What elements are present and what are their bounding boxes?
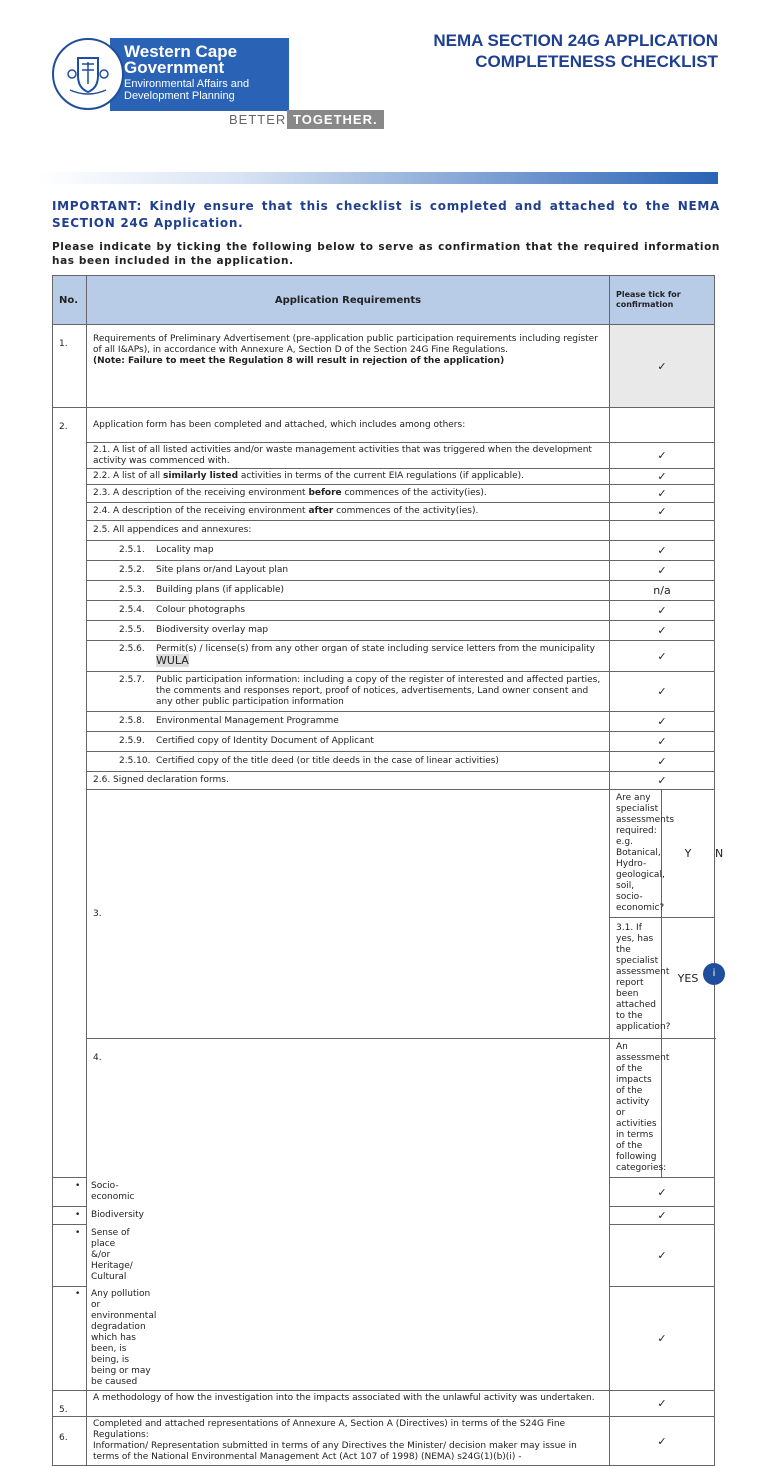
row-requirement: Application form has been completed and attached, which includes among others:	[87, 408, 610, 443]
sub-requirement: 2.5. All appendices and annexures:	[87, 521, 610, 541]
sub-text: commences of the activity(ies).	[341, 488, 487, 498]
table-row	[53, 469, 715, 485]
checkbox-tick[interactable]: ✓	[610, 541, 715, 561]
sub-text: Biodiversity overlay map	[156, 625, 269, 635]
sub-requirement	[87, 503, 610, 521]
slogan-together: TOGETHER.	[287, 110, 384, 129]
checkbox-tick[interactable]: ✓	[610, 712, 715, 732]
sub-text: Locality map	[156, 545, 214, 555]
checkbox-empty[interactable]	[610, 521, 715, 541]
table-header-row	[53, 276, 715, 325]
bullet-icon: •	[75, 1181, 81, 1191]
table-row	[53, 712, 715, 732]
sub-text: Colour photographs	[156, 605, 246, 615]
table-row	[53, 443, 715, 469]
checkbox-tick[interactable]: ✓	[610, 1417, 715, 1466]
row-requirement: Are any specialist assessments required: e.g. Botanical, Hydro-geological, soil, socio-economic?	[610, 790, 662, 918]
sub-text: activities in terms of the current EIA regulations (if applicable).	[238, 471, 524, 481]
sub-text: 2.4. A description of the receiving environment	[93, 506, 309, 516]
table-row	[53, 601, 715, 621]
checkbox-tick[interactable]: ✓	[610, 772, 715, 790]
bullet-text: Sense of place &/or Heritage/ Cultural	[91, 1228, 133, 1282]
col-no-header: No.	[53, 276, 87, 325]
table-row: 3. Are any specialist assessments required: e.g. Botanical, Hydro-geological, soil, socio-economic? Y N	[53, 790, 715, 918]
table-row	[53, 581, 715, 601]
table-row	[53, 503, 715, 521]
coat-of-arms-icon	[52, 38, 124, 110]
sub-requirement	[87, 621, 610, 641]
row-requirement	[87, 1417, 610, 1466]
government-logo	[52, 38, 289, 111]
sub-number: 2.5.2.	[119, 565, 145, 575]
handwritten-wula: WULA	[156, 654, 189, 667]
row-number: 2.	[53, 408, 87, 1178]
row-requirement	[87, 325, 610, 408]
checklist-table	[52, 275, 724, 1466]
table-row	[53, 541, 715, 561]
checkbox-tick[interactable]: ✓	[610, 672, 715, 712]
sub-bold: after	[308, 506, 334, 516]
checkbox-empty[interactable]	[662, 1039, 715, 1178]
sub-requirement: 2.6. Signed declaration forms.	[87, 772, 610, 790]
not-applicable-mark[interactable]: n/a	[610, 581, 715, 601]
table-row	[53, 561, 715, 581]
sub-number: 2.5.8.	[119, 716, 145, 726]
checkbox-tick[interactable]: ✓	[610, 561, 715, 581]
checkbox-tick[interactable]: ✓	[610, 485, 715, 503]
sub-requirement	[87, 712, 610, 732]
row-requirement: 3.1. If yes, has the specialist assessment report been attached to the application?	[610, 918, 662, 1039]
sub-requirement	[87, 732, 610, 752]
logo-line4: Development Planning	[124, 90, 235, 102]
bullet-icon: •	[75, 1228, 81, 1238]
table-row	[53, 621, 715, 641]
bullet-item	[53, 1207, 145, 1225]
important-text: Kindly ensure that this checklist is completed and attached to the NEMA SECTION 24G Application.	[52, 199, 720, 230]
table-row	[53, 772, 715, 790]
req-text: Information/ Representation submitted in terms of any Directives the Minister/ decision maker may issue in terms of the National Environmental Management Act (Act 107 of 1998) (NEMA) s24G(1)(b)(i) -	[93, 1441, 577, 1462]
document-title	[433, 30, 718, 72]
table-row	[53, 408, 715, 443]
sub-number: 2.5.9.	[119, 736, 145, 746]
sub-requirement	[87, 469, 610, 485]
sub-text: Certified copy of the title deed (or title deeds in the case of linear activities)	[156, 756, 499, 766]
yes-answer[interactable]: YES	[662, 918, 715, 1039]
yes-option[interactable]: Y	[662, 790, 715, 918]
sub-text: 2.2. A list of all	[93, 471, 164, 481]
col-tick-header: Please tick for confirmation	[610, 276, 715, 325]
sub-number: 2.5.10.	[119, 756, 151, 766]
sub-requirement	[87, 541, 610, 561]
sub-text: Permit(s) / license(s) from any other organ of state including service letters from the municipality	[156, 644, 595, 654]
checkbox-tick[interactable]: ✓	[610, 641, 715, 672]
sub-requirement	[87, 672, 610, 712]
sub-requirement	[87, 443, 610, 469]
row-number: 5.	[53, 1391, 87, 1417]
instruction-text: Please indicate by ticking the following below to serve as confirmation that the required information has been included in the application.	[52, 241, 720, 267]
sub-number: 2.5.4.	[119, 605, 145, 615]
sub-bold: similarly listed	[163, 471, 239, 481]
sub-number: 2.5.1.	[119, 545, 145, 555]
req-text: Requirements of Preliminary Advertisement (pre-application public participation requirements including register of all I&APs), in accordance with Annexure A, Section D of the Section 24G Fine Regulations.	[93, 334, 598, 355]
checkbox-tick[interactable]: ✓	[610, 1225, 715, 1287]
checkbox-empty[interactable]	[610, 408, 715, 443]
title-line1: NEMA SECTION 24G APPLICATION	[433, 31, 718, 50]
checkbox-tick[interactable]: ✓	[610, 752, 715, 772]
req-text: Completed and attached representations of Annexure A, Section A (Directives) in terms of the S24G Fine Regulations:	[93, 1419, 566, 1440]
table-row	[53, 752, 715, 772]
sub-requirement	[87, 581, 610, 601]
sub-text: 2.3. A description of the receiving environment	[93, 488, 309, 498]
logo-band	[110, 38, 289, 111]
table-row	[53, 732, 715, 752]
sub-text: Building plans (if applicable)	[156, 585, 285, 595]
sub-text: commences of the activity(ies).	[333, 506, 479, 516]
sub-requirement	[87, 561, 610, 581]
checkbox-tick[interactable]: ✓	[610, 1391, 715, 1417]
row-requirement: An assessment of the impacts of the activity or activities in terms of the following categories:	[610, 1039, 662, 1178]
sub-number: 2.5.7.	[119, 675, 145, 685]
sub-requirement	[87, 601, 610, 621]
sub-number: 2.5.3.	[119, 585, 145, 595]
bullet-item	[53, 1287, 157, 1391]
sub-text: Site plans or/and Layout plan	[156, 565, 289, 575]
table-row	[53, 485, 715, 503]
sub-number: 2.5.6.	[119, 644, 145, 654]
table-row	[53, 1391, 715, 1417]
bullet-icon: •	[75, 1210, 81, 1220]
table-row	[53, 1417, 715, 1466]
checkbox-tick[interactable]: ✓	[610, 621, 715, 641]
sub-requirement	[87, 752, 610, 772]
row-number: 6.	[53, 1417, 87, 1466]
req-note: (Note: Failure to meet the Regulation 8 will result in rejection of the application)	[93, 356, 505, 366]
row-number: 3.	[87, 790, 610, 1039]
bullet-text: Biodiversity	[91, 1210, 145, 1220]
bullet-item	[53, 1225, 133, 1287]
logo-line1: Western Cape	[124, 42, 238, 61]
sub-text: Public participation information: including a copy of the register of interested and affected parties, the comments and responses report, proof of notices, advertisements, Land owner consent and any other public participation information	[156, 675, 601, 707]
table-row	[53, 1039, 715, 1178]
page-number-badge: i	[703, 963, 725, 985]
important-label: IMPORTANT:	[52, 199, 143, 213]
checkbox-tick[interactable]: ✓	[610, 601, 715, 621]
logo-line2: Government	[124, 58, 225, 77]
checkbox-tick[interactable]: ✓	[610, 443, 715, 469]
row-requirement: A methodology of how the investigation into the impacts associated with the unlawful activity was undertaken.	[87, 1391, 610, 1417]
table-row	[53, 325, 715, 408]
checkbox-tick[interactable]: ✓	[610, 732, 715, 752]
bullet-text: Socio-economic	[91, 1181, 135, 1202]
sub-text: Certified copy of Identity Document of Applicant	[156, 736, 374, 746]
table-row	[53, 641, 715, 672]
checkbox-tick[interactable]: ✓	[610, 469, 715, 485]
header-divider	[38, 172, 718, 184]
sub-requirement	[87, 485, 610, 503]
checkbox-tick[interactable]: ✓	[610, 325, 715, 408]
sub-text: Environmental Management Programme	[156, 716, 339, 726]
sub-bold: before	[308, 488, 342, 498]
table-row	[53, 521, 715, 541]
col-req-header: Application Requirements	[87, 276, 610, 325]
logo-line3: Environmental Affairs and	[124, 78, 250, 90]
bullet-icon: •	[75, 1289, 81, 1299]
checkbox-tick[interactable]: ✓	[610, 1178, 715, 1207]
checkbox-tick[interactable]: ✓	[610, 1207, 715, 1225]
row-number: 1.	[53, 325, 87, 408]
checkbox-tick[interactable]: ✓	[610, 1287, 715, 1391]
row-number: 4.	[87, 1039, 610, 1391]
sub-requirement	[87, 641, 610, 672]
bullet-text: Any pollution or environmental degradation which has been, is being, is being or may be caused	[91, 1289, 157, 1387]
logo-name	[124, 44, 237, 76]
title-line2: COMPLETENESS CHECKLIST	[475, 52, 718, 71]
important-notice	[52, 198, 720, 232]
bullet-item	[53, 1178, 135, 1207]
table-row	[53, 672, 715, 712]
sub-number: 2.5.5.	[119, 625, 145, 635]
sub-text: 2.1. A list of all listed activities and/or waste management activities that was triggered when the development activity was commenced with.	[93, 445, 592, 466]
logo-dept	[124, 78, 249, 102]
checkbox-tick[interactable]: ✓	[610, 503, 715, 521]
slogan-better: BETTER	[229, 112, 287, 127]
